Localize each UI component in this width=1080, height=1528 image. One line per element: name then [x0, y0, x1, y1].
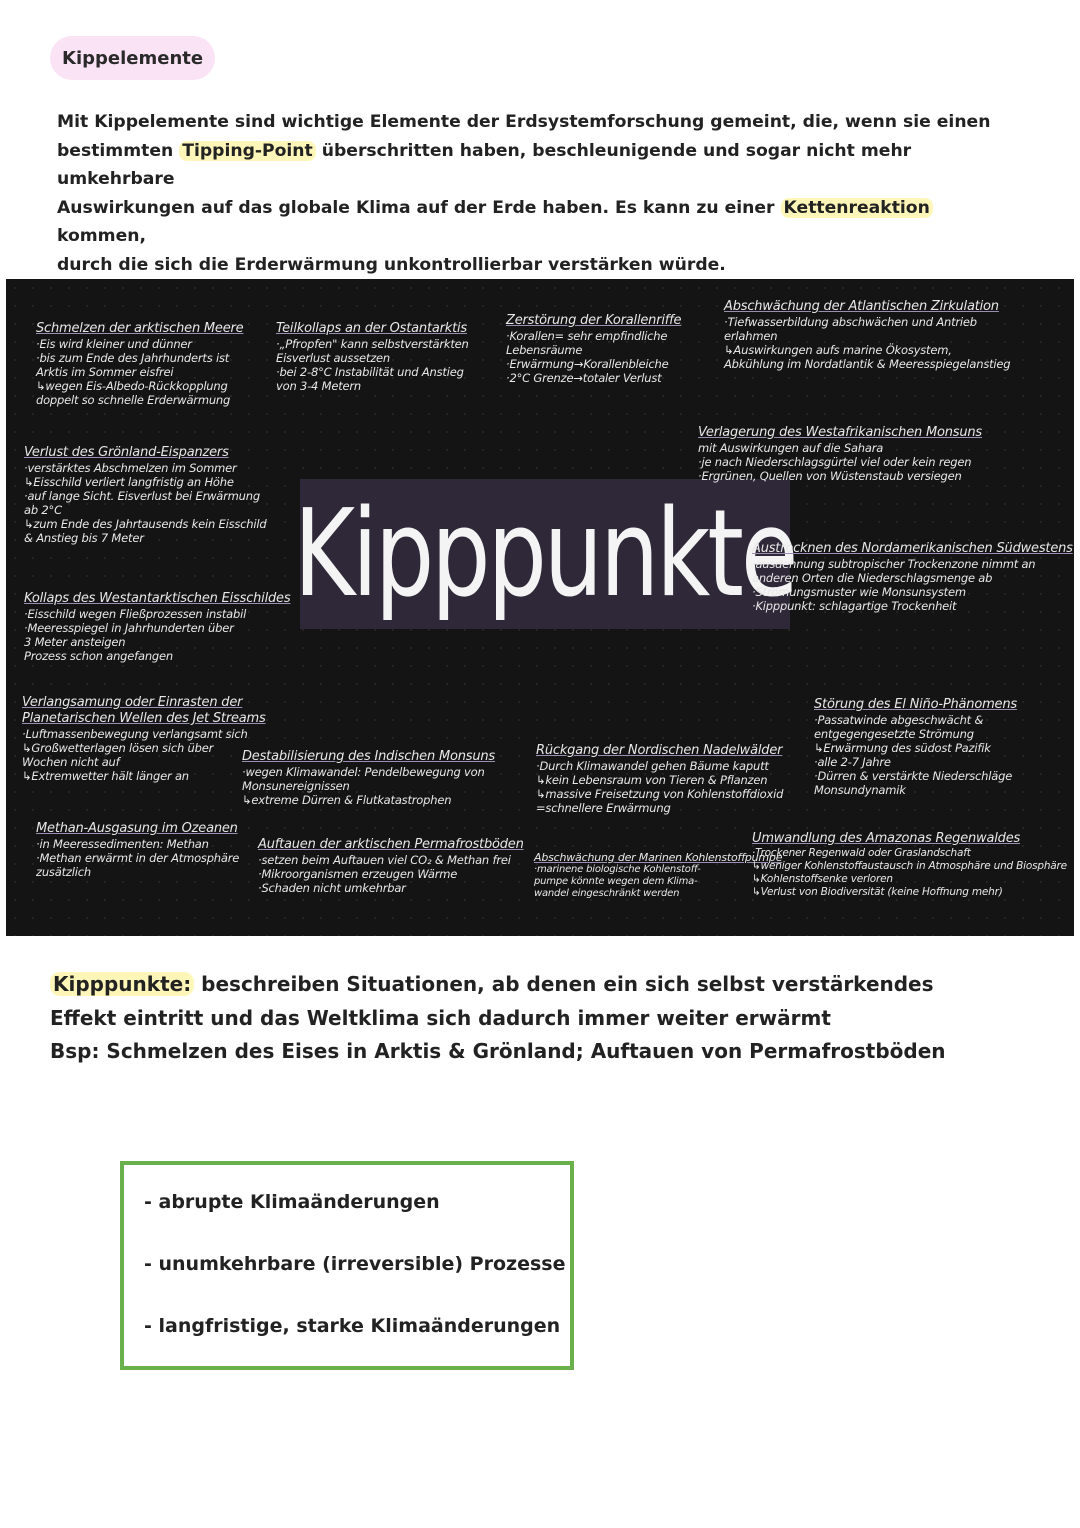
note-indischer-monsun: Destabilisierung des Indischen Monsuns ·wegen Klimawandel: Pendelbewegung von Monsunereignissen ↳extreme Dürren & Flutkatastrophen: [242, 749, 495, 807]
definition-paragraph: [50, 968, 950, 1069]
highlight-kettenreaktion: Kettenreaktion: [781, 198, 933, 218]
note-methan-ozeane: Methan-Ausgasung im Ozeanen ·in Meeressedimenten: Methan ·Methan erwärmt in der Atmosphäre zusätzlich: [36, 821, 240, 879]
note-el-nino: Störung des El Niño-Phänomens ·Passatwinde abgeschwächt & entgegengesetzte Strömung ↳Erwärmung des südost Pazifik ·alle 2-7 Jahre ·Dürren & verstärkte Niederschläge Monsundynamik: [814, 697, 1017, 797]
summary-item: - langfristige, starke Klimaänderungen: [144, 1315, 561, 1337]
summary-item: - abrupte Klimaänderungen: [144, 1191, 440, 1213]
definition-line: Kipppunkte: beschreiben Situationen, ab denen ein sich selbst verstärkendes: [50, 968, 950, 1002]
note-westantarktis: Kollaps des Westantarktischen Eisschildes ·Eisschild wegen Fließprozessen instabil ·Meeresspiegel in Jahrhunderten über 3 Meter ansteigen Prozess schon angefangen: [24, 591, 291, 663]
note-korallenriffe: Zerstörung der Korallenriffe ·Korallen= sehr empfindliche Lebensräume ·Erwärmung→Korallenbleiche ·2°C Grenze→totaler Verlust: [506, 313, 682, 385]
note-arktische-meere: Schmelzen der arktischen Meere ·Eis wird kleiner und dünner ·bis zum Ende des Jahrhunderts ist Arktis im Sommer eisfrei ↳wegen Eis-Albedo-Rückkopplung doppelt so schnelle Erderwärmung: [36, 321, 244, 407]
note-permafrost: Auftauen der arktischen Permafrostböden ·setzen beim Auftauen viel CO₂ & Methan frei ·Mikroorganismen erzeugen Wärme ·Schaden nicht umkehrbar: [258, 837, 524, 895]
summary-box: [120, 1161, 574, 1370]
note-kohlenstoffpumpe: Abschwächung der Marinen Kohlenstoffpumpe ·marinene biologische Kohlenstoff- pumpe könnte wegen dem Klima- wandel eingeschränkt werden: [534, 851, 783, 899]
definition-line: Effekt eintritt und das Weltklima sich dadurch immer weiter erwärmt: [50, 1005, 831, 1030]
page-title: Kippelemente: [50, 36, 215, 80]
intro-line: durch die sich die Erderwärmung unkontrollierbar verstärken würde.: [57, 254, 726, 275]
note-jet-stream: Verlangsamung oder Einrasten der Planetarischen Wellen des Jet Streams ·Luftmassenbewegung verlangsamt sich ↳Großwetterlagen lösen sich über Wochen nicht auf ↳Extremwetter hält länger an: [22, 695, 266, 783]
definition-term: Kipppunkte:: [50, 972, 194, 996]
note-atlantische-zirkulation: Abschwächung der Atlantischen Zirkulation ·Tiefwasserbildung abschwächen und Antrieb erlahmen ↳Auswirkungen aufs marine Ökosystem, Abkühlung im Nordatlantik & Meeresspiegelanstieg: [724, 299, 1011, 371]
note-nordamerika-suedwesten: Austrocknen des Nordamerikanischen Südwestens ·ausdehnung subtropischer Trockenzone nimmt an anderen Orten die Niederschlagsmenge ab ·Strömungsmuster wie Monsunsystem ·Kipppunkt: schlagartige Trockenheit: [752, 541, 1073, 613]
highlight-tipping-point: Tipping-Point: [179, 141, 316, 161]
intro-line: Mit Kippelemente sind wichtige Elemente der Erdsystemforschung gemeint, die, wenn sie einen: [57, 112, 991, 132]
definition-example: Bsp: Schmelzen des Eises in Arktis & Grönland; Auftauen von Permafrostböden: [50, 1039, 946, 1063]
note-westafrika-monsun: Verlagerung des Westafrikanischen Monsuns mit Auswirkungen auf die Sahara ·je nach Niederschlagsgürtel viel oder kein regen ·Ergrünen, Quellen von Wüstenstaub versiegen: [698, 425, 982, 483]
mindmap-center: Kipppunkte: [300, 479, 790, 629]
summary-item: - unumkehrbare (irreversible) Prozesse: [144, 1253, 566, 1275]
intro-line: Auswirkungen auf das globale Klima auf der Erde haben. Es kann zu einer Kettenreaktion kommen,: [57, 194, 1017, 251]
note-nordische-nadelwaelder: Rückgang der Nordischen Nadelwälder ·Durch Klimawandel gehen Bäume kaputt ↳kein Lebensraum von Tieren & Pflanzen ↳massive Freisetzung von Kohlenstoffdioxid =schnellere Erwärmung: [536, 743, 784, 815]
intro-paragraph: [57, 108, 1017, 279]
note-amazonas: Umwandlung des Amazonas Regenwaldes ·Trockener Regenwald oder Graslandschaft ↳weniger Kohlenstoffaustausch in Atmosphäre und Biosphäre ↳Kohlenstoffsenke verloren ↳Verlust von Biodiversität (keine Hoffnung mehr): [752, 831, 1067, 898]
intro-line: bestimmten Tipping-Point überschritten haben, beschleunigende und sogar nicht mehr umkehrbare: [57, 140, 912, 189]
mindmap-board: [6, 279, 1074, 936]
note-ostantarktis: Teilkollaps an der Ostantarktis ·„Pfropfen" kann selbstverstärkten Eisverlust aussetzen ·bei 2-8°C Instabilität und Anstieg von 3-4 Metern: [276, 321, 469, 393]
note-groenland: Verlust des Grönland-Eispanzers ·verstärktes Abschmelzen im Sommer ↳Eisschild verliert langfristig an Höhe ·auf lange Sicht. Eisverlust bei Erwärmung ab 2°C ↳zum Ende des Jahrtausends kein Eisschild & Anstieg bis 7 Meter: [24, 445, 267, 545]
